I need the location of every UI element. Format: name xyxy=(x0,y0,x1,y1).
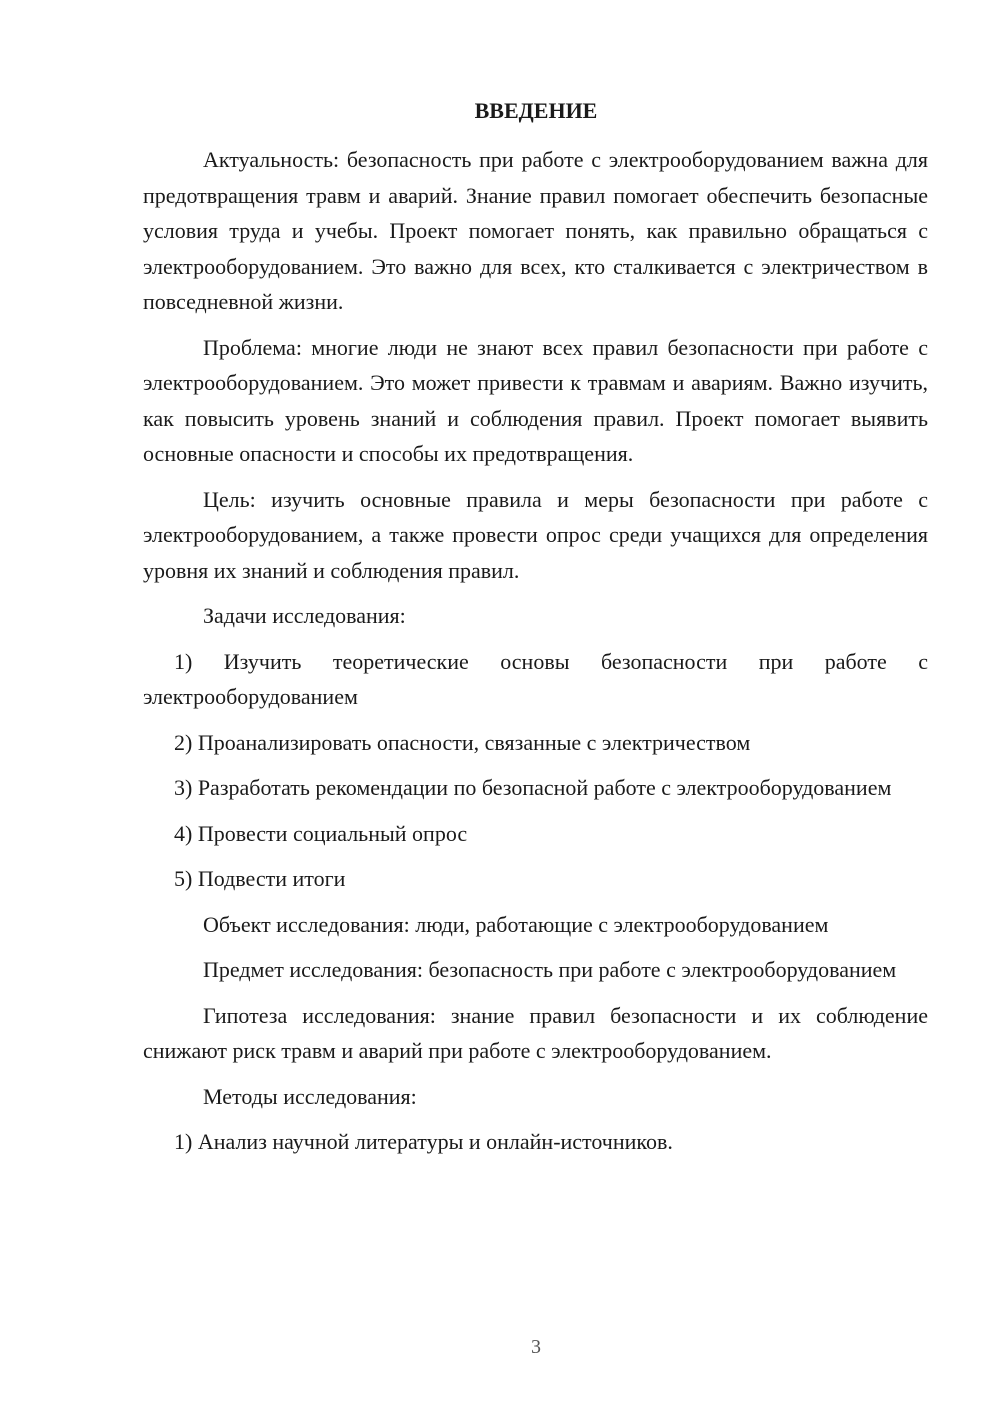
methods-heading: Методы исследования: xyxy=(203,1083,417,1109)
page-title: ВВЕДЕНИЕ xyxy=(474,98,598,123)
task-item: 1) Изучить теоретические основы безопасности при работе с электрооборудованием xyxy=(143,648,928,709)
method-item: 1) Анализ научной литературы и онлайн-источников. xyxy=(174,1129,673,1154)
page-number: 3 xyxy=(531,1336,541,1358)
object-paragraph: Объект исследования: люди, работающие с электрооборудованием xyxy=(203,911,829,937)
relevance-paragraph: Актуальность: безопасность при работе с электрооборудованием важна для предотвращения травм и аварий. Знание правил помогает обеспечить безопасные условия труда и учебы. Проект помогает понять, как правильно обращаться с электрооборудованием. Это важно для всех, кто сталкивается с электричеством в повседневной жизни. xyxy=(143,147,928,314)
tasks-heading: Задачи исследования: xyxy=(203,603,406,628)
goal-paragraph: Цель: изучить основные правила и меры безопасности при работе с электрооборудованием, а также провести опрос среди учащихся для определения уровня их знаний и соблюдения правил. xyxy=(143,486,928,583)
hypothesis-paragraph: Гипотеза исследования: знание правил безопасности и их соблюдение снижают риск травм и аварий при работе с электрооборудованием. xyxy=(143,1002,928,1063)
task-item: 3) Разработать рекомендации по безопасной работе с электрооборудованием xyxy=(174,775,892,800)
task-item: 2) Проанализировать опасности, связанные с электричеством xyxy=(174,729,751,755)
document-body xyxy=(143,142,928,1170)
problem-paragraph: Проблема: многие люди не знают всех правил безопасности при работе с электрооборудованием. Это может привести к травмам и авариям. Важно изучить, как повысить уровень знаний и соблюдения правил. Проект помогает выявить основные опасности и способы их предотвращения. xyxy=(143,334,928,466)
task-item: 5) Подвести итоги xyxy=(174,866,346,891)
subject-paragraph: Предмет исследования: безопасность при работе с электрооборудованием xyxy=(203,957,897,982)
task-item: 4) Провести социальный опрос xyxy=(174,820,468,846)
